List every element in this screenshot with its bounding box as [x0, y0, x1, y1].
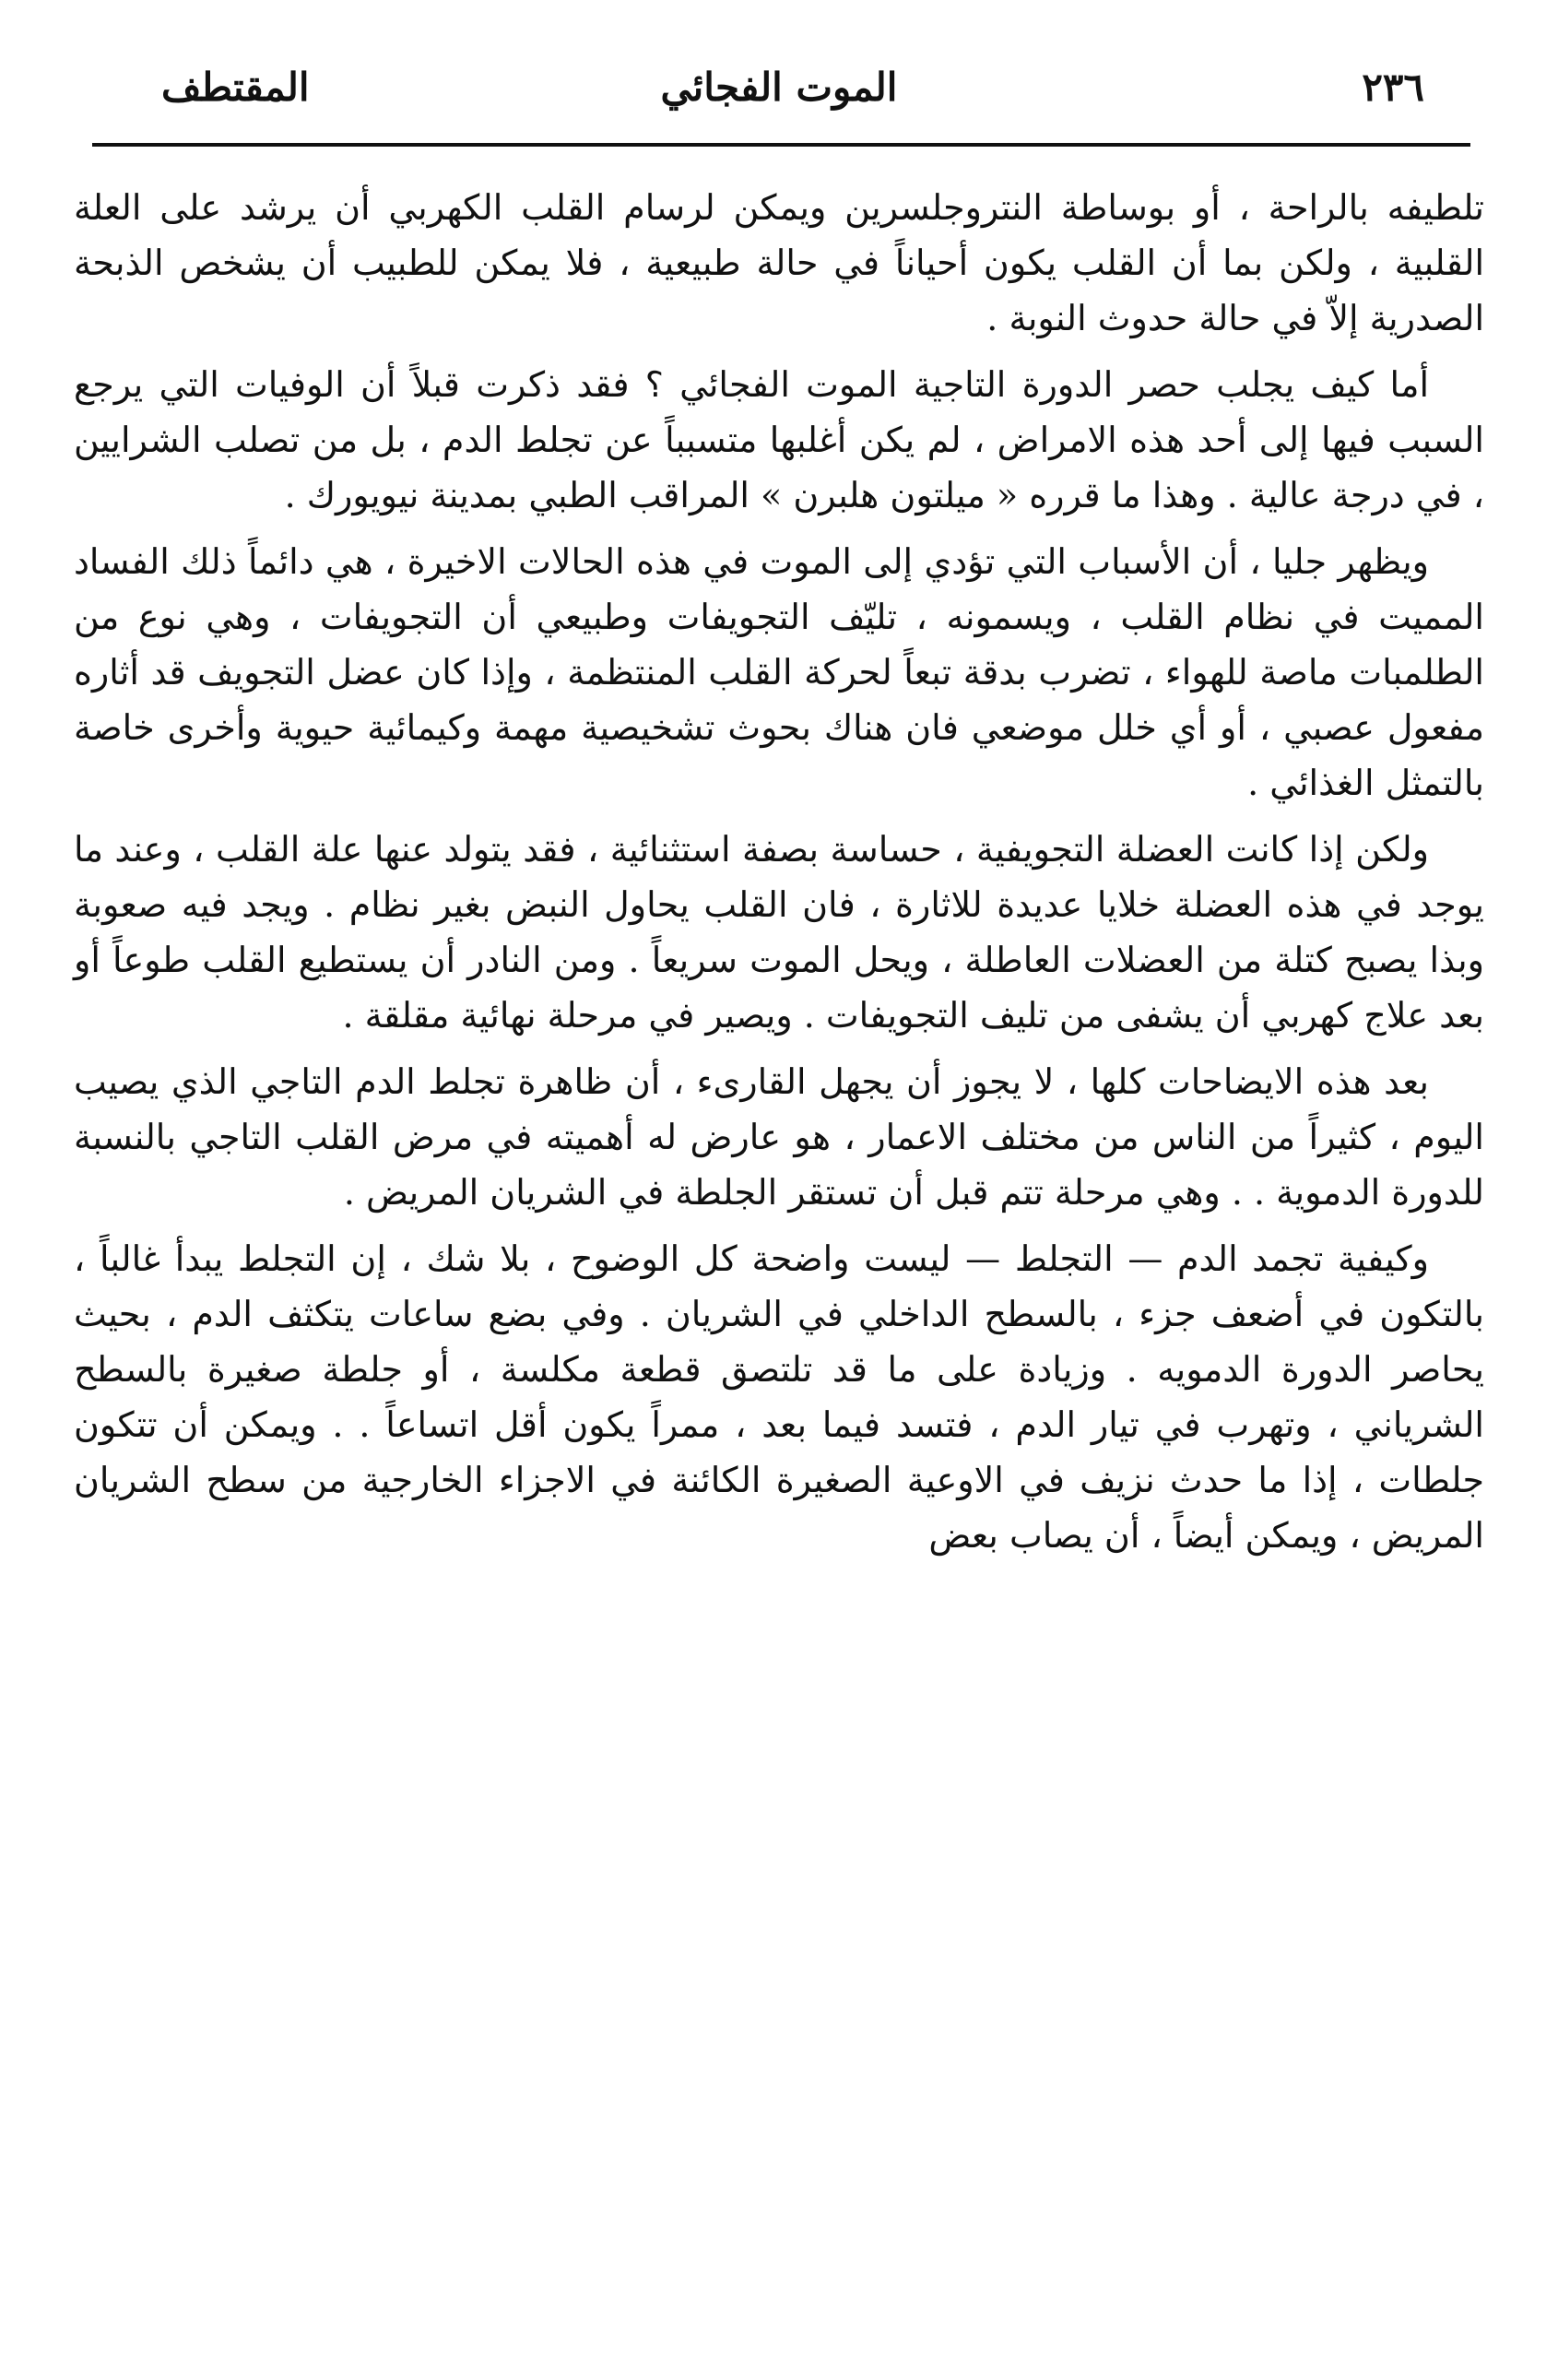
paragraph-1: تلطيفه بالراحة ، أو بوساطة النتروجلسرين ويمكن لرسام القلب الكهربي أن يرشد على العلة القلبية ، ولكن بما أن القلب يكون أحياناً في حالة طبيعية ، فلا يمكن للطبيب أن يشخص الذبحة الصدرية إلاّ في حالة حدوث النوبة . [74, 187, 1484, 338]
article-body [74, 180, 1484, 1574]
running-title: الموت الفجائي [660, 65, 898, 110]
header-divider [92, 143, 1470, 147]
journal-name: المقتطف [161, 65, 310, 110]
page-number: ٢٣٦ [1362, 65, 1424, 110]
page-header [74, 65, 1484, 138]
paragraph-4: ولكن إذا كانت العضلة التجويفية ، حساسة بصفة استثنائية ، فقد يتولد عنها علة القلب ، وعند ما يوجد في هذه العضلة خلايا عديدة للاثارة ، فان القلب يحاول النبض بغير نظام . ويجد فيه صعوبة وبذا يصبح كتلة من العضلات العاطلة ، ويحل الموت سريعاً . ومن النادر أن يستطيع القلب طوعاً أو بعد علاج كهربي أن يشفى من تليف التجويفات . ويصير في مرحلة نهائية مقلقة . [74, 829, 1484, 1036]
paragraph-6: وكيفية تجمد الدم — التجلط — ليست واضحة كل الوضوح ، بلا شك ، إن التجلط يبدأ غالباً ، بالتكون في أضعف جزء ، بالسطح الداخلي في الشريان . وفي بضع ساعات يتكثف الدم ، بحيث يحاصر الدورة الدمويه . وزيادة على ما قد تلتصق قطعة مكلسة ، أو جلطة صغيرة بالسطح الشرياني ، وتهرب في تيار الدم ، فتسد فيما بعد ، ممراً يكون أقل اتساعاً . . ويمكن أن تتكون جلطات ، إذا ما حدث نزيف في الاوعية الصغيرة الكائنة في الاجزاء الخارجية من سطح الشريان المريض ، ويمكن أيضاً ، أن يصاب بعض [74, 1238, 1484, 1556]
paragraph-3: ويظهر جليا ، أن الأسباب التي تؤدي إلى الموت في هذه الحالات الاخيرة ، هي دائماً ذلك الفساد المميت في نظام القلب ، ويسمونه ، تليّف التجويفات وطبيعي أن التجويفات ، وهي نوع من الطلمبات ماصة للهواء ، تضرب بدقة تبعاً لحركة القلب المنتظمة ، وإذا كان عضل التجويف قد أثاره مفعول عصبي ، أو أي خلل موضعي فان هناك بحوث تشخيصية مهمة وكيمائية حيوية وأخرى خاصة بالتمثل الغذائي . [74, 541, 1484, 803]
paragraph-5: بعد هذه الايضاحات كلها ، لا يجوز أن يجهل القارىء ، أن ظاهرة تجلط الدم التاجي الذي يصيب اليوم ، كثيراً من الناس من مختلف الاعمار ، هو عارض له أهميته في مرض القلب التاجي بالنسبة للدورة الدموية . . وهي مرحلة تتم قبل أن تستقر الجلطة في الشريان المريض . [74, 1061, 1484, 1213]
paragraph-2: أما كيف يجلب حصر الدورة التاجية الموت الفجائي ؟ فقد ذكرت قبلاً أن الوفيات التي يرجع السبب فيها إلى أحد هذه الامراض ، لم يكن أغلبها متسبباً عن تجلط الدم ، بل من تصلب الشرايين ، في درجة عالية . وهذا ما قرره « ميلتون هلبرن » المراقب الطبي بمدينة نيويورك . [74, 364, 1484, 515]
